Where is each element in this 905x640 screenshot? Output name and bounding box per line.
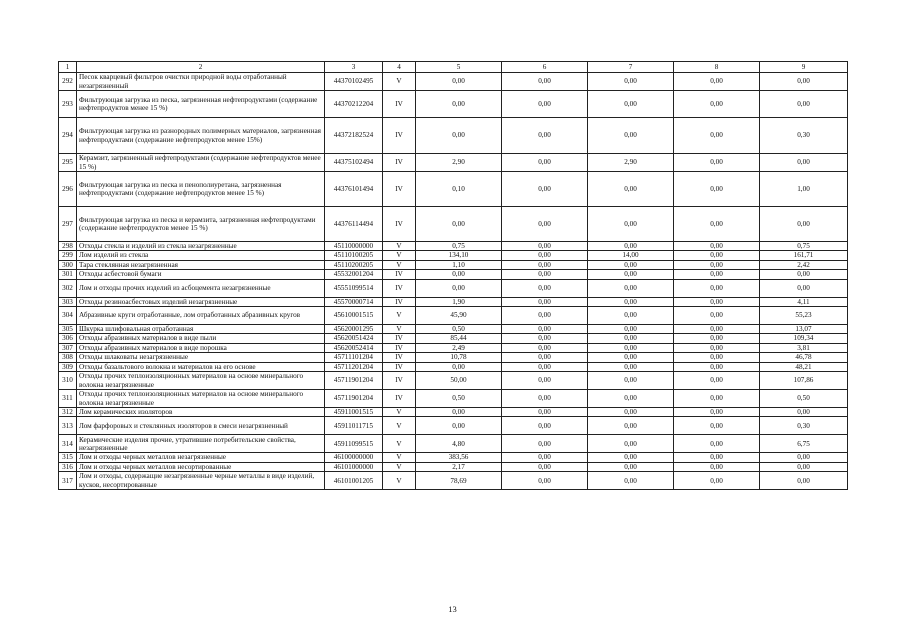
value-col-6: 0,00: [502, 270, 588, 279]
row-number: 297: [59, 207, 77, 242]
table-row: [59, 307, 848, 325]
value-col-9: 0,75: [760, 242, 848, 251]
value-col-5: 0,00: [416, 73, 502, 91]
table-row: [59, 390, 848, 408]
row-number: 302: [59, 279, 77, 297]
value-col-6: 0,00: [502, 343, 588, 352]
waste-name: Отходы прочих теплоизоляционных материалов на основе минерального волокна незагрязненные: [77, 390, 325, 408]
value-col-9: 2,42: [760, 260, 848, 269]
value-col-7: 14,00: [588, 251, 674, 260]
table-row: [59, 435, 848, 453]
waste-code: 44376114494: [325, 207, 383, 242]
value-col-8: 0,00: [674, 279, 760, 297]
value-col-6: 0,00: [502, 118, 588, 154]
value-col-8: 0,00: [674, 260, 760, 269]
hazard-class: IV: [383, 172, 416, 207]
waste-name: Отходы резиноасбестовых изделий незагрязненные: [77, 297, 325, 306]
value-col-7: 0,00: [588, 462, 674, 471]
table-header-row: [59, 62, 848, 73]
value-col-9: 1,00: [760, 172, 848, 207]
waste-code: 45551099514: [325, 279, 383, 297]
value-col-7: 0,00: [588, 362, 674, 371]
table-row: [59, 270, 848, 279]
value-col-5: 0,50: [416, 390, 502, 408]
waste-name: Лом и отходы прочих изделий из асбоцемента незагрязненные: [77, 279, 325, 297]
value-col-6: 0,00: [502, 472, 588, 490]
value-col-7: 0,00: [588, 372, 674, 390]
row-number: 298: [59, 242, 77, 251]
table-row: [59, 353, 848, 362]
value-col-8: 0,00: [674, 325, 760, 334]
table-row: [59, 260, 848, 269]
value-col-7: 0,00: [588, 91, 674, 118]
table-row: [59, 242, 848, 251]
hazard-class: V: [383, 251, 416, 260]
value-col-5: 0,00: [416, 270, 502, 279]
table-row: [59, 462, 848, 471]
value-col-9: 48,21: [760, 362, 848, 371]
row-number: 308: [59, 353, 77, 362]
hazard-class: V: [383, 408, 416, 417]
row-number: 294: [59, 118, 77, 154]
row-number: 313: [59, 417, 77, 435]
value-col-5: 0,75: [416, 242, 502, 251]
value-col-8: 0,00: [674, 362, 760, 371]
value-col-6: 0,00: [502, 353, 588, 362]
waste-code: 45110000000: [325, 242, 383, 251]
table-row: [59, 334, 848, 343]
value-col-6: 0,00: [502, 417, 588, 435]
waste-name: Отходы базальтового волокна и материалов на его основе: [77, 362, 325, 371]
waste-name: Керамзит, загрязненный нефтепродуктами (содержание нефтепродуктов менее 15 %): [77, 154, 325, 172]
value-col-6: 0,00: [502, 260, 588, 269]
table-row: [59, 325, 848, 334]
row-number: 303: [59, 297, 77, 306]
waste-name: Отходы абразивных материалов в виде порошка: [77, 343, 325, 352]
value-col-7: 0,00: [588, 73, 674, 91]
value-col-7: 0,00: [588, 453, 674, 462]
row-number: 299: [59, 251, 77, 260]
value-col-8: 0,00: [674, 270, 760, 279]
column-header: 8: [674, 62, 760, 73]
row-number: 295: [59, 154, 77, 172]
row-number: 310: [59, 372, 77, 390]
waste-code: 44376101494: [325, 172, 383, 207]
value-col-8: 0,00: [674, 390, 760, 408]
hazard-class: V: [383, 73, 416, 91]
waste-code: 45711201204: [325, 362, 383, 371]
value-col-8: 0,00: [674, 297, 760, 306]
row-number: 305: [59, 325, 77, 334]
value-col-6: 0,00: [502, 73, 588, 91]
value-col-5: 2,90: [416, 154, 502, 172]
value-col-5: 0,00: [416, 118, 502, 154]
value-col-7: 0,00: [588, 334, 674, 343]
value-col-8: 0,00: [674, 73, 760, 91]
table-row: [59, 73, 848, 91]
waste-code: 45911001515: [325, 408, 383, 417]
value-col-9: 13,07: [760, 325, 848, 334]
hazard-class: V: [383, 242, 416, 251]
hazard-class: IV: [383, 297, 416, 306]
waste-name: Лом и отходы, содержащие незагрязненные черные металлы в виде изделий, кусков, несортированные: [77, 472, 325, 490]
waste-code: 44370102495: [325, 73, 383, 91]
waste-code: 45110100205: [325, 251, 383, 260]
value-col-5: 2,17: [416, 462, 502, 471]
value-col-5: 4,80: [416, 435, 502, 453]
waste-name: Керамические изделия прочие, утратившие потребительские свойства, незагрязненные: [77, 435, 325, 453]
value-col-7: 0,00: [588, 325, 674, 334]
value-col-9: 0,00: [760, 462, 848, 471]
value-col-7: 0,00: [588, 297, 674, 306]
value-col-6: 0,00: [502, 297, 588, 306]
waste-code: 44370212204: [325, 91, 383, 118]
value-col-8: 0,00: [674, 91, 760, 118]
value-col-6: 0,00: [502, 334, 588, 343]
value-col-7: 0,00: [588, 279, 674, 297]
value-col-7: 0,00: [588, 118, 674, 154]
waste-code: 46101000000: [325, 462, 383, 471]
table-row: [59, 472, 848, 490]
column-header: 3: [325, 62, 383, 73]
column-header: 7: [588, 62, 674, 73]
value-col-8: 0,00: [674, 118, 760, 154]
value-col-5: 383,56: [416, 453, 502, 462]
value-col-8: 0,00: [674, 472, 760, 490]
hazard-class: IV: [383, 372, 416, 390]
value-col-7: 0,00: [588, 207, 674, 242]
hazard-class: V: [383, 472, 416, 490]
value-col-9: 4,11: [760, 297, 848, 306]
value-col-6: 0,00: [502, 91, 588, 118]
row-number: 316: [59, 462, 77, 471]
waste-code: 45711901204: [325, 390, 383, 408]
table-row: [59, 453, 848, 462]
column-header: 5: [416, 62, 502, 73]
hazard-class: IV: [383, 207, 416, 242]
waste-name: Отходы шлаковаты незагрязненные: [77, 353, 325, 362]
hazard-class: V: [383, 307, 416, 325]
value-col-9: 0,00: [760, 207, 848, 242]
hazard-class: IV: [383, 362, 416, 371]
table-row: [59, 118, 848, 154]
value-col-9: 0,50: [760, 390, 848, 408]
value-col-9: 0,00: [760, 472, 848, 490]
value-col-5: 0,00: [416, 207, 502, 242]
value-col-8: 0,00: [674, 343, 760, 352]
value-col-9: 0,00: [760, 408, 848, 417]
waste-code: 46101001205: [325, 472, 383, 490]
value-col-7: 0,00: [588, 270, 674, 279]
row-number: 292: [59, 73, 77, 91]
waste-table: [58, 61, 848, 490]
value-col-6: 0,00: [502, 362, 588, 371]
row-number: 306: [59, 334, 77, 343]
waste-name: Лом керамических изоляторов: [77, 408, 325, 417]
waste-code: 45711101204: [325, 353, 383, 362]
value-col-8: 0,00: [674, 353, 760, 362]
value-col-6: 0,00: [502, 325, 588, 334]
waste-code: 45620051424: [325, 334, 383, 343]
row-number: 311: [59, 390, 77, 408]
value-col-7: 0,00: [588, 408, 674, 417]
hazard-class: V: [383, 453, 416, 462]
value-col-5: 10,78: [416, 353, 502, 362]
table-row: [59, 297, 848, 306]
waste-code: 45620001295: [325, 325, 383, 334]
value-col-7: 0,00: [588, 307, 674, 325]
value-col-8: 0,00: [674, 334, 760, 343]
value-col-5: 0,00: [416, 408, 502, 417]
value-col-6: 0,00: [502, 242, 588, 251]
waste-name: Фильтрующая загрузка из разнородных полимерных материалов, загрязненная нефтепродуктами (содержание нефтепродуктов менее 15%): [77, 118, 325, 154]
value-col-9: 0,30: [760, 417, 848, 435]
value-col-8: 0,00: [674, 462, 760, 471]
value-col-8: 0,00: [674, 408, 760, 417]
value-col-5: 1,90: [416, 297, 502, 306]
hazard-class: IV: [383, 390, 416, 408]
value-col-8: 0,00: [674, 435, 760, 453]
waste-code: 45570000714: [325, 297, 383, 306]
waste-name: Отходы асбестовой бумаги: [77, 270, 325, 279]
hazard-class: V: [383, 417, 416, 435]
waste-name: Лом и отходы черных металлов несортированные: [77, 462, 325, 471]
value-col-6: 0,00: [502, 307, 588, 325]
value-col-8: 0,00: [674, 242, 760, 251]
column-header: 9: [760, 62, 848, 73]
value-col-9: 0,00: [760, 73, 848, 91]
value-col-7: 0,00: [588, 417, 674, 435]
waste-name: Отходы стекла и изделий из стекла незагрязненные: [77, 242, 325, 251]
table-row: [59, 154, 848, 172]
hazard-class: IV: [383, 154, 416, 172]
hazard-class: IV: [383, 343, 416, 352]
value-col-7: 0,00: [588, 435, 674, 453]
value-col-5: 0,00: [416, 417, 502, 435]
value-col-8: 0,00: [674, 372, 760, 390]
column-header: 4: [383, 62, 416, 73]
hazard-class: V: [383, 435, 416, 453]
table-row: [59, 279, 848, 297]
value-col-6: 0,00: [502, 462, 588, 471]
waste-name: Абразивные круги отработанные, лом отработанных абразивных кругов: [77, 307, 325, 325]
hazard-class: IV: [383, 353, 416, 362]
column-header: 2: [77, 62, 325, 73]
value-col-8: 0,00: [674, 207, 760, 242]
waste-name: Фильтрующая загрузка из песка, загрязненная нефтепродуктами (содержание нефтепродуктов менее 15 %): [77, 91, 325, 118]
value-col-7: 0,00: [588, 353, 674, 362]
waste-code: 45110200205: [325, 260, 383, 269]
value-col-7: 0,00: [588, 242, 674, 251]
value-col-9: 0,30: [760, 118, 848, 154]
table-row: [59, 91, 848, 118]
value-col-9: 6,75: [760, 435, 848, 453]
value-col-5: 0,00: [416, 279, 502, 297]
table-row: [59, 372, 848, 390]
value-col-7: 0,00: [588, 172, 674, 207]
waste-name: Фильтрующая загрузка из песка и керамзита, загрязненная нефтепродуктами (содержание нефтепродуктов менее 15 %): [77, 207, 325, 242]
column-header: 6: [502, 62, 588, 73]
waste-name: Отходы прочих теплоизоляционных материалов на основе минерального волокна незагрязненные: [77, 372, 325, 390]
column-header: 1: [59, 62, 77, 73]
waste-code: 44372182524: [325, 118, 383, 154]
value-col-8: 0,00: [674, 154, 760, 172]
value-col-9: 109,34: [760, 334, 848, 343]
table-row: [59, 417, 848, 435]
waste-name: Фильтрующая загрузка из песка и пенополиуретана, загрязненная нефтепродуктами (содержание нефтепродуктов менее 15 %): [77, 172, 325, 207]
row-number: 307: [59, 343, 77, 352]
hazard-class: IV: [383, 118, 416, 154]
table-row: [59, 362, 848, 371]
value-col-8: 0,00: [674, 417, 760, 435]
value-col-9: 0,00: [760, 279, 848, 297]
table-body: [59, 73, 848, 490]
value-col-6: 0,00: [502, 390, 588, 408]
row-number: 304: [59, 307, 77, 325]
waste-code: 44375102494: [325, 154, 383, 172]
value-col-5: 78,69: [416, 472, 502, 490]
waste-name: Тара стеклянная незагрязненная: [77, 260, 325, 269]
value-col-5: 0,00: [416, 362, 502, 371]
hazard-class: IV: [383, 334, 416, 343]
value-col-5: 0,50: [416, 325, 502, 334]
waste-code: 45711901204: [325, 372, 383, 390]
row-number: 312: [59, 408, 77, 417]
value-col-8: 0,00: [674, 251, 760, 260]
value-col-5: 85,44: [416, 334, 502, 343]
value-col-6: 0,00: [502, 172, 588, 207]
value-col-6: 0,00: [502, 453, 588, 462]
value-col-9: 3,81: [760, 343, 848, 352]
row-number: 314: [59, 435, 77, 453]
value-col-9: 0,00: [760, 154, 848, 172]
row-number: 300: [59, 260, 77, 269]
value-col-9: 0,00: [760, 453, 848, 462]
value-col-7: 0,00: [588, 472, 674, 490]
value-col-6: 0,00: [502, 207, 588, 242]
value-col-6: 0,00: [502, 372, 588, 390]
waste-code: 46100000000: [325, 453, 383, 462]
hazard-class: IV: [383, 91, 416, 118]
waste-name: Лом и отходы черных металлов незагрязненные: [77, 453, 325, 462]
value-col-9: 46,78: [760, 353, 848, 362]
value-col-8: 0,00: [674, 172, 760, 207]
value-col-7: 0,00: [588, 390, 674, 408]
row-number: 301: [59, 270, 77, 279]
hazard-class: V: [383, 462, 416, 471]
row-number: 317: [59, 472, 77, 490]
value-col-6: 0,00: [502, 251, 588, 260]
value-col-5: 1,10: [416, 260, 502, 269]
waste-name: Отходы абразивных материалов в виде пыли: [77, 334, 325, 343]
hazard-class: IV: [383, 270, 416, 279]
table-row: [59, 343, 848, 352]
waste-name: Лом фарфоровых и стеклянных изоляторов в смеси незагрязненный: [77, 417, 325, 435]
row-number: 296: [59, 172, 77, 207]
row-number: 315: [59, 453, 77, 462]
table-row: [59, 207, 848, 242]
waste-code: 45911011715: [325, 417, 383, 435]
page-number: 13: [448, 604, 457, 614]
value-col-5: 134,10: [416, 251, 502, 260]
value-col-6: 0,00: [502, 435, 588, 453]
row-number: 309: [59, 362, 77, 371]
waste-code: 45532001204: [325, 270, 383, 279]
hazard-class: V: [383, 260, 416, 269]
value-col-9: 55,23: [760, 307, 848, 325]
value-col-8: 0,00: [674, 307, 760, 325]
value-col-5: 2,49: [416, 343, 502, 352]
waste-code: 45620052414: [325, 343, 383, 352]
table-row: [59, 251, 848, 260]
value-col-5: 45,90: [416, 307, 502, 325]
waste-code: 45610001515: [325, 307, 383, 325]
value-col-7: 2,90: [588, 154, 674, 172]
value-col-9: 107,86: [760, 372, 848, 390]
value-col-5: 0,00: [416, 91, 502, 118]
waste-name: Лом изделий из стекла: [77, 251, 325, 260]
value-col-6: 0,00: [502, 279, 588, 297]
waste-name: Песок кварцевый фильтров очистки природной воды отработанный незагрязненный: [77, 73, 325, 91]
value-col-9: 161,71: [760, 251, 848, 260]
table-row: [59, 408, 848, 417]
value-col-9: 0,00: [760, 270, 848, 279]
value-col-5: 50,00: [416, 372, 502, 390]
value-col-5: 0,10: [416, 172, 502, 207]
value-col-7: 0,00: [588, 343, 674, 352]
value-col-6: 0,00: [502, 154, 588, 172]
hazard-class: IV: [383, 279, 416, 297]
row-number: 293: [59, 91, 77, 118]
hazard-class: V: [383, 325, 416, 334]
value-col-6: 0,00: [502, 408, 588, 417]
waste-code: 45911099515: [325, 435, 383, 453]
value-col-8: 0,00: [674, 453, 760, 462]
value-col-9: 0,00: [760, 91, 848, 118]
waste-name: Шкурка шлифовальная отработанная: [77, 325, 325, 334]
table-row: [59, 172, 848, 207]
value-col-7: 0,00: [588, 260, 674, 269]
